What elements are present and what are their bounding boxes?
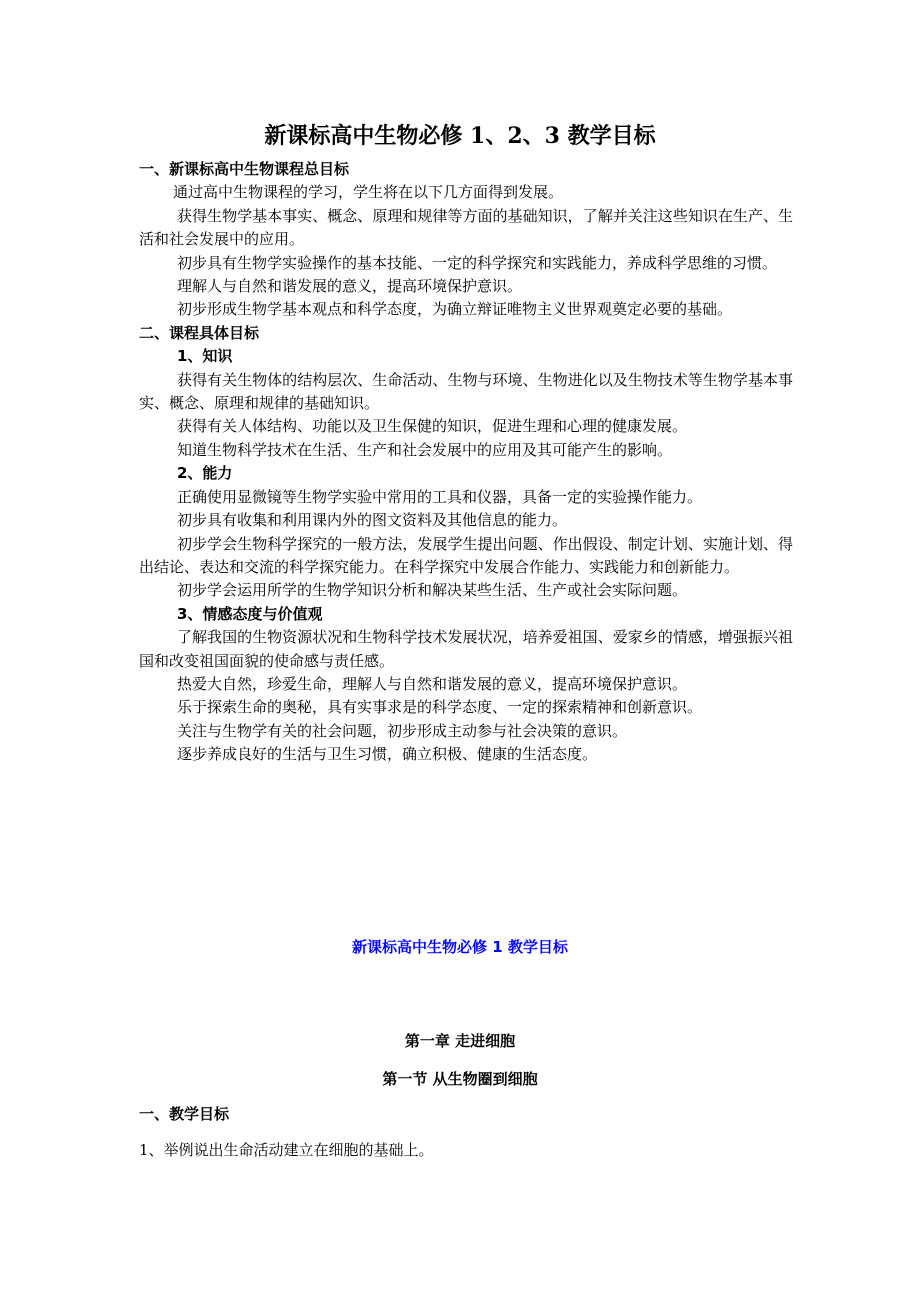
overall-goal-item: 获得生物学基本事实、概念、原理和规律等方面的基础知识，了解并关注这些知识在生产、生活和社会发展中的应用。	[139, 206, 793, 249]
attitude-item: 逐步养成良好的生活与卫生习惯，确立积极、健康的生活态度。	[177, 745, 598, 764]
module1-subtitle: 新课标高中生物必修 1 教学目标	[352, 938, 568, 956]
knowledge-item: 获得有关生物体的结构层次、生命活动、生物与环境、生物进化以及生物技术等生物学基本事实、概念、原理和规律的基础知识。	[139, 370, 793, 413]
section-heading: 第一节 从生物圈到细胞	[382, 1070, 538, 1088]
section-heading-overall-goals: 一、新课标高中生物课程总目标	[139, 160, 350, 178]
subheading-knowledge: 1、知识	[177, 347, 233, 366]
attitude-item: 了解我国的生物资源状况和生物科学技术发展状况，培养爱祖国、爱家乡的情感，增强振兴祖国和改变祖国面貌的使命感与责任感。	[139, 628, 793, 670]
attitude-item: 乐于探索生命的奥秘，具有实事求是的科学态度、一定的探索精神和创新意识。	[177, 698, 703, 717]
ability-item: 初步学会生物科学探究的一般方法，发展学生提出问题、作出假设、制定计划、实施计划、得出结论、表达和交流的科学探究能力。在科学探究中发展合作能力、实践能力和创新能力。	[139, 534, 793, 576]
overall-goal-item: 初步形成生物学基本观点和科学态度，为确立辩证唯物主义世界观奠定必要的基础。	[177, 300, 733, 319]
ability-item: 初步具有收集和利用课内外的图文资料及其他信息的能力。	[177, 511, 568, 530]
section-heading-specific-goals: 二、课程具体目标	[139, 323, 260, 342]
overall-goal-item: 初步具有生物学实验操作的基本技能、一定的科学探究和实践能力，养成科学思维的习惯。	[177, 253, 778, 272]
ability-item: 正确使用显微镜等生物学实验中常用的工具和仪器，具备一定的实验操作能力。	[177, 487, 703, 506]
page-title: 新课标高中生物必修 1、2、3 教学目标	[264, 123, 656, 149]
chapter-heading: 第一章 走进细胞	[404, 1032, 516, 1050]
objective-item: 1、举例说出生命活动建立在细胞的基础上。	[139, 1141, 434, 1159]
attitude-item: 热爱大自然，珍爱生命，理解人与自然和谐发展的意义，提高环境保护意识。	[177, 674, 688, 693]
knowledge-item: 知道生物科学技术在生活、生产和社会发展中的应用及其可能产生的影响。	[177, 440, 673, 459]
overall-goals-intro: 通过高中生物课程的学习，学生将在以下几方面得到发展。	[173, 183, 564, 202]
subheading-attitude-values: 3、情感态度与价值观	[177, 604, 323, 623]
attitude-item: 关注与生物学有关的社会问题，初步形成主动参与社会决策的意识。	[177, 721, 628, 740]
objectives-heading: 一、教学目标	[139, 1105, 230, 1123]
ability-item: 初步学会运用所学的生物学知识分析和解决某些生活、生产或社会实际问题。	[177, 581, 688, 600]
overall-goal-item: 理解人与自然和谐发展的意义，提高环境保护意识。	[177, 277, 523, 296]
subheading-ability: 2、能力	[177, 464, 233, 483]
goals-body	[139, 158, 793, 767]
knowledge-item: 获得有关人体结构、功能以及卫生保健的知识，促进生理和心理的健康发展。	[177, 417, 688, 436]
